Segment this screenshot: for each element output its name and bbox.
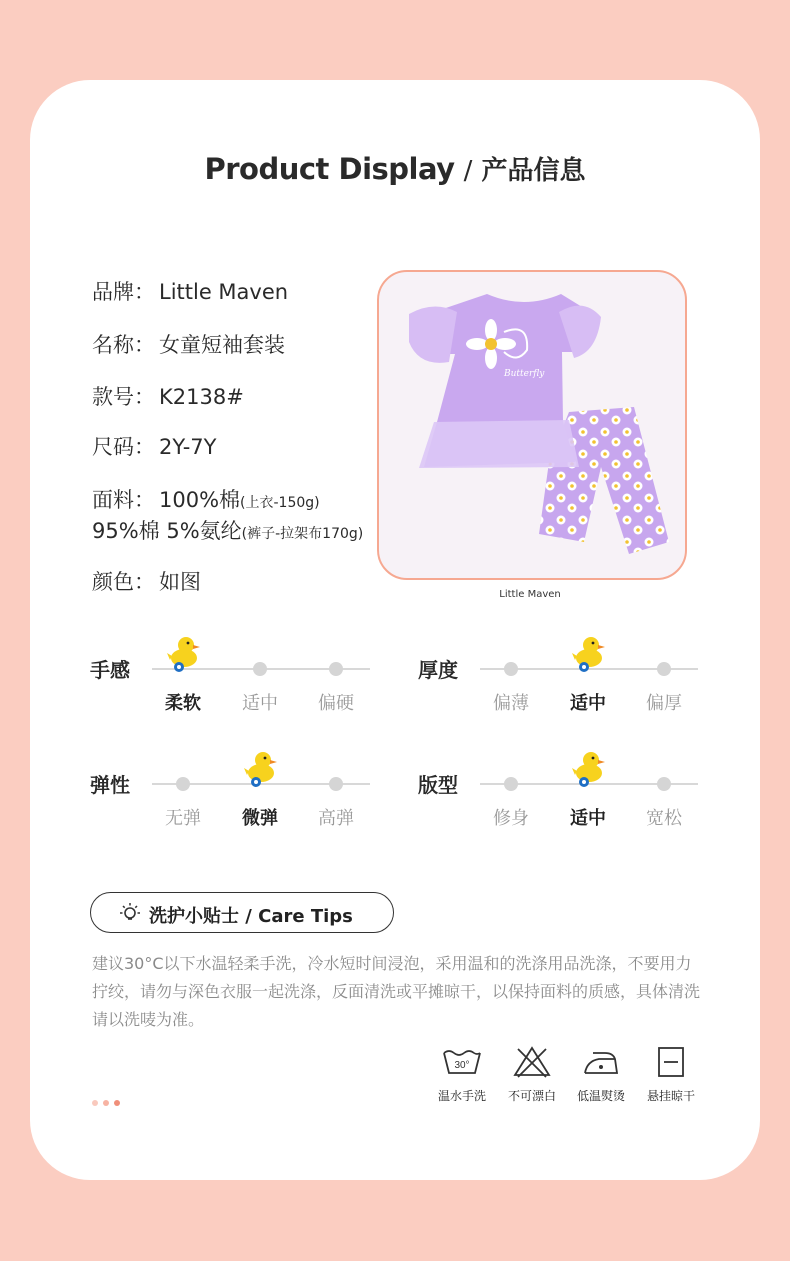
meter-label: 弹性 — [90, 773, 130, 797]
rating-meter-2 — [90, 758, 420, 848]
hang-dry-icon — [651, 1045, 691, 1079]
spec-name-value: 女童短袖套装 — [159, 333, 285, 357]
spec-name-key: 名称： — [92, 333, 155, 357]
spec-fabric-note2: (裤子-拉架布170g) — [241, 526, 364, 542]
spec-brand-key: 品牌： — [92, 280, 155, 304]
spec-fabric-note: (上衣-150g) — [240, 495, 320, 511]
lightbulb-icon — [119, 902, 141, 924]
spec-color — [92, 566, 201, 596]
spec-fabric-value: 100%棉 — [159, 488, 241, 512]
meter-label: 厚度 — [418, 658, 458, 682]
spec-model — [92, 381, 244, 411]
spec-fabric — [92, 484, 320, 514]
meter-option: 偏厚 — [646, 693, 682, 714]
no-bleach-label: 不可漂白 — [507, 1089, 556, 1103]
tulle-skirt — [419, 420, 579, 468]
meter-label: 版型 — [418, 773, 458, 797]
spec-fabric-key: 面料： — [92, 488, 155, 512]
hang-dry-label: 悬挂晾干 — [646, 1089, 695, 1103]
dot — [92, 1100, 98, 1106]
rating-meter-1 — [418, 643, 748, 733]
spec-name — [92, 329, 285, 359]
meter-dot — [329, 777, 343, 791]
meter-option: 偏薄 — [493, 693, 529, 714]
title-zh: 产品信息 — [481, 156, 586, 186]
rating-meter-0 — [90, 643, 420, 733]
hand-wash-item — [427, 1045, 497, 1104]
svg-text:30°: 30° — [454, 1060, 470, 1071]
sleeve-left — [409, 306, 457, 362]
spec-size — [92, 431, 216, 461]
meter-dot — [329, 662, 343, 676]
meter-option: 适中 — [570, 693, 606, 714]
hand-wash-label: 温水手洗 — [437, 1089, 486, 1103]
meter-dot — [504, 662, 518, 676]
meter-dot — [176, 777, 190, 791]
product-photo — [377, 270, 687, 580]
hang-dry-item — [636, 1045, 706, 1104]
meter-dot — [657, 777, 671, 791]
product-illustration — [379, 272, 685, 578]
care-tips-text: 建议30°C以下水温轻柔手洗，冷水短时间浸泡，采用温和的洗涤用品洗涤，不要用力拧绞，请勿与深色衣服一起洗涤，反面清洗或平摊晾干，以保持面料的质感，具体清洗请以洗唛为准。 — [92, 954, 701, 1029]
meter-option: 微弹 — [242, 808, 278, 829]
spec-model-key: 款号： — [92, 385, 155, 409]
page-title — [0, 150, 790, 187]
meter-option: 高弹 — [318, 808, 354, 829]
low-iron-label: 低温熨烫 — [576, 1089, 625, 1103]
spec-brand-value: Little Maven — [159, 280, 289, 304]
spec-color-key: 颜色： — [92, 570, 155, 594]
photo-caption: Little Maven — [499, 589, 561, 600]
rating-meter-3 — [418, 758, 748, 848]
hand-wash-icon — [442, 1045, 482, 1079]
duck-icon — [571, 636, 605, 674]
duck-icon — [243, 751, 277, 789]
duck-icon — [571, 751, 605, 789]
meter-option: 宽松 — [646, 808, 682, 829]
dot — [103, 1100, 109, 1106]
spec-brand — [92, 276, 288, 306]
shirt-text: Butterfly — [504, 369, 545, 379]
spec-size-key: 尺码： — [92, 435, 155, 459]
meter-option: 柔软 — [165, 693, 201, 714]
low-iron-item — [566, 1045, 636, 1104]
dot — [114, 1100, 120, 1106]
title-en: Product Display — [204, 152, 455, 186]
meter-option: 无弹 — [165, 808, 201, 829]
spec-color-value: 如图 — [159, 570, 201, 594]
meter-dot — [504, 777, 518, 791]
meter-option: 适中 — [570, 808, 606, 829]
care-tips-title: 洗护小贴士 / Care Tips — [149, 906, 353, 927]
meter-label: 手感 — [90, 658, 130, 682]
spec-fabric-line2-value: 95%棉 5%氨纶 — [92, 519, 242, 543]
meter-dot — [253, 662, 267, 676]
low-iron-icon — [581, 1045, 621, 1079]
meter-dot — [657, 662, 671, 676]
duck-icon — [166, 636, 200, 674]
spec-size-value: 2Y-7Y — [159, 435, 217, 459]
meter-option: 修身 — [493, 808, 529, 829]
meter-option: 适中 — [242, 693, 278, 714]
spec-model-value: K2138# — [159, 385, 244, 409]
no-bleach-icon — [512, 1045, 552, 1079]
title-separator: / — [463, 156, 473, 186]
spec-fabric-line2 — [92, 515, 363, 545]
pagination-dots — [92, 1091, 125, 1110]
no-bleach-item — [497, 1045, 567, 1104]
care-tips-header — [90, 892, 394, 933]
meter-option: 偏硬 — [318, 693, 354, 714]
